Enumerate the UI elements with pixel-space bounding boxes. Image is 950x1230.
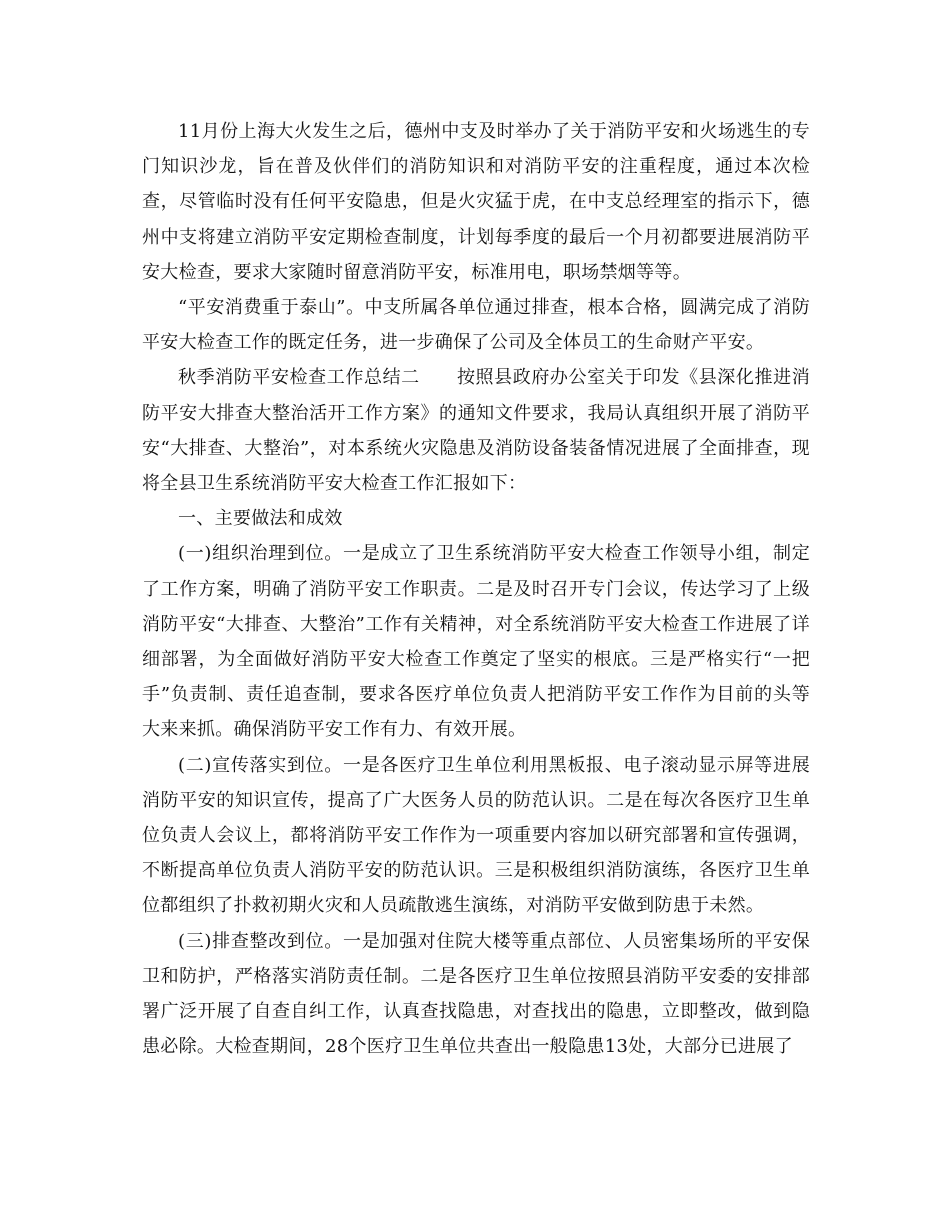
paragraph-autumn-summary-two: 秋季消防平安检查工作总结二 按照县政府办公室关于印发《县深化推进消防平安大排查大整治活开工作方案》的通知文件要求，我局认真组织开展了消防平安“大排查、大整治”，对本系统火灾隐患及消防设备装备情况进展了全面排查，现将全县卫生系统消防平安大检查工作汇报如下：: [142, 367, 810, 495]
paragraph-publicity: (二)宣传落实到位。一是各医疗卫生单位利用黑板报、电子滚动显示屏等进展消防平安的知识宣传，提高了广大医务人员的防范认识。二是在每次各医疗卫生单位负责人会议上，都将消防平安工作作为一项重要内容加以研究部署和宣传强调，不断提高单位负责人消防平安的防范认识。三是积极组织消防演练，各医疗卫生单位都组织了扑救初期火灾和人员疏散逃生演练，对消防平安做到防患于未然。: [142, 754, 810, 917]
paragraph-safety-production: “平安消费重于泰山”。中支所属各单位通过排查，根本合格，圆满完成了消防平安大检查工作的既定任务，进一步确保了公司及全体员工的生命财产平安。: [142, 297, 810, 354]
document-body: [142, 114, 810, 1064]
section-heading-main-practices: 一、主要做法和成效: [178, 508, 343, 530]
paragraph-shanghai-fire: 11月份上海大火发生之后，德州中支及时举办了关于消防平安和火场逃生的专门知识沙龙，旨在普及伙伴们的消防知识和对消防平安的注重程度，通过本次检查，尽管临时没有任何平安隐患，但是火灾猛于虎，在中支总经理室的指示下，德州中支将建立消防平安定期检查制度，计划每季度的最后一个月初都要进展消防平安大检查，要求大家随时留意消防平安，标准用电，职场禁烟等等。: [142, 121, 810, 283]
paragraph-inspection-rectification: (三)排查整改到位。一是加强对住院大楼等重点部位、人员密集场所的平安保卫和防护，严格落实消防责任制。二是各医疗卫生单位按照县消防平安委的安排部署广泛开展了自查自纠工作，认真查找隐患，对查找出的隐患，立即整改，做到隐患必除。大检查期间，28个医疗卫生单位共查出一般隐患13处，大部分已进展了: [142, 930, 810, 1058]
paragraph-organization: (一)组织治理到位。一是成立了卫生系统消防平安大检查工作领导小组，制定了工作方案，明确了消防平安工作职责。二是及时召开专门会议，传达学习了上级消防平安“大排查、大整治”工作有关精神，对全系统消防平安大检查工作进展了详细部署，为全面做好消防平安大检查工作奠定了坚实的根底。三是严格实行“一把手”负责制、责任追查制，要求各医疗单位负责人把消防平安工作作为目前的头等大来来抓。确保消防平安工作有力、有效开展。: [142, 543, 810, 741]
